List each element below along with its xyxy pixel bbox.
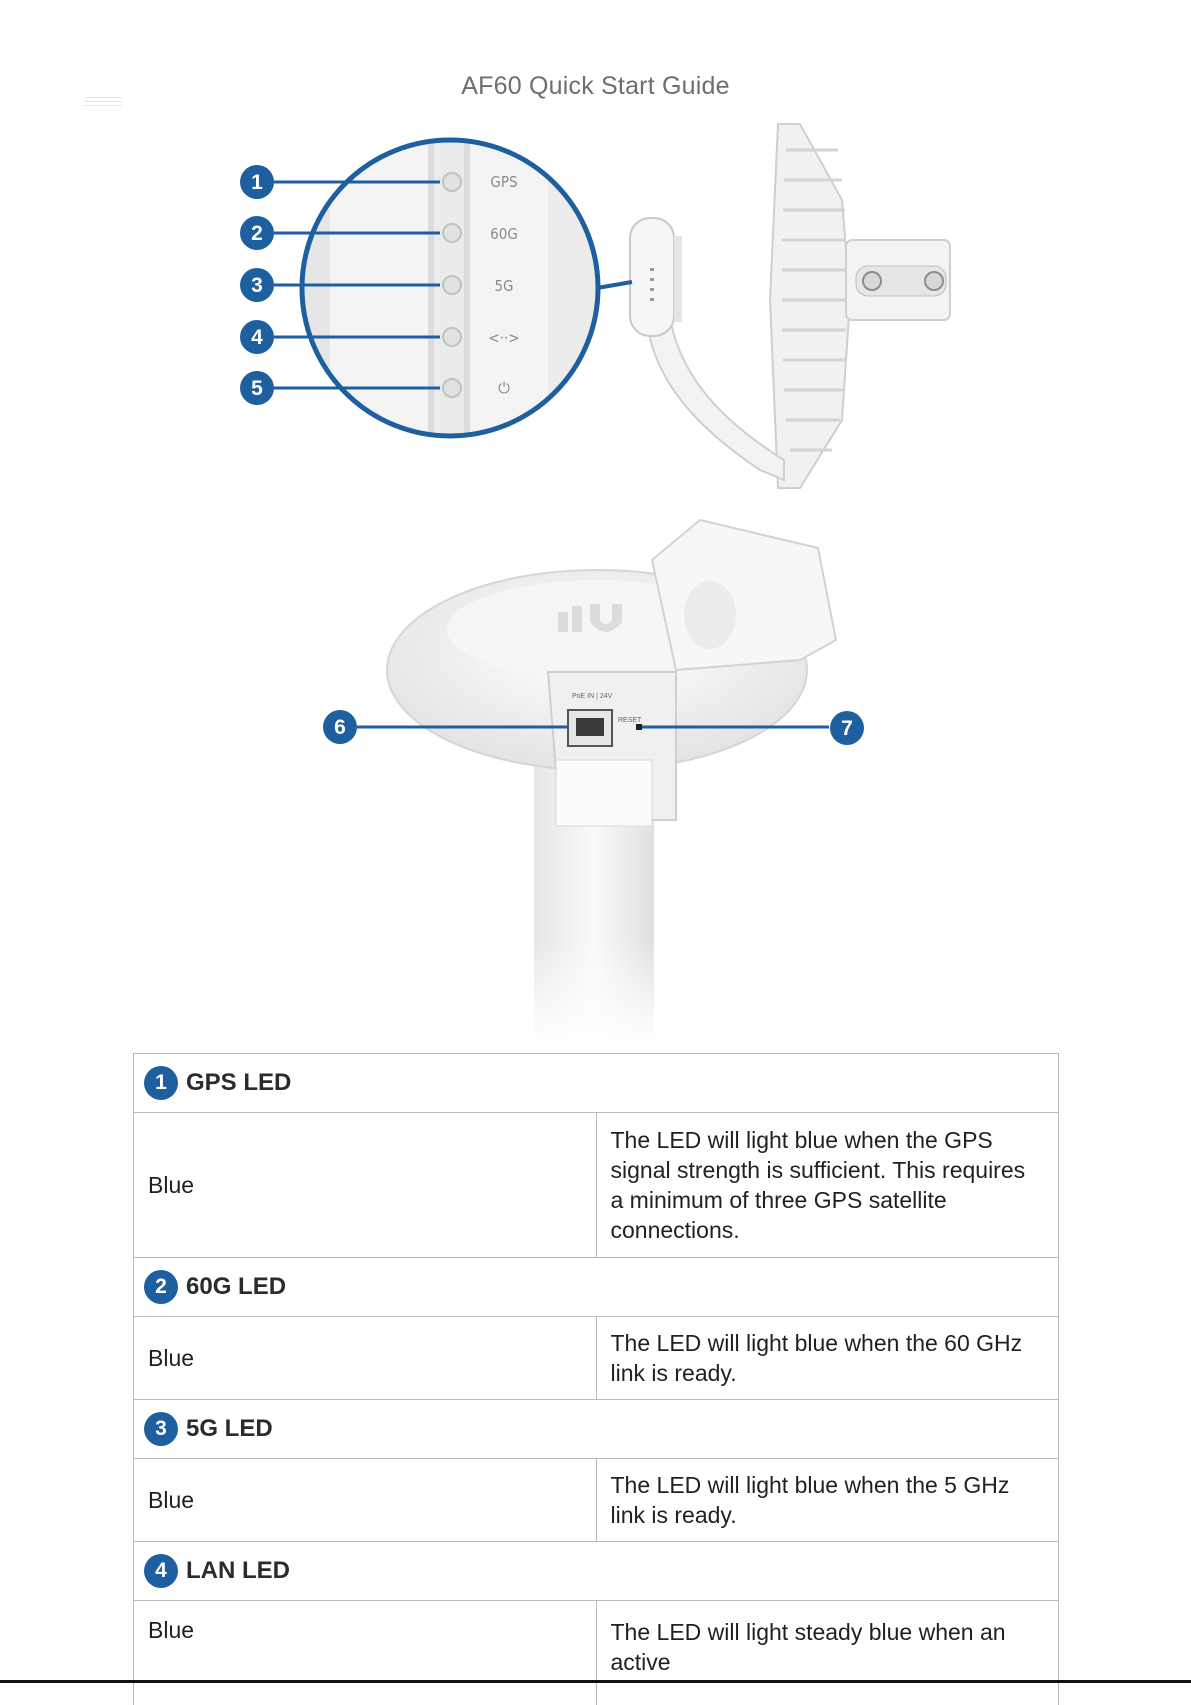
led-label-5g: 5G xyxy=(494,277,513,295)
table-section-header xyxy=(134,1542,1059,1601)
callout-3: 3 xyxy=(251,274,263,297)
power-icon: ⏻ xyxy=(498,379,510,397)
section-title: 60G LED xyxy=(186,1273,286,1301)
section-title: GPS LED xyxy=(186,1069,291,1097)
led-label-60g: 60G xyxy=(490,225,518,243)
led-color: Blue xyxy=(134,1601,597,1705)
table-row xyxy=(134,1113,1059,1258)
callout-6: 6 xyxy=(334,716,346,739)
led-behavior-table xyxy=(133,1053,1059,1705)
table-section-header xyxy=(134,1400,1059,1459)
led-description: The LED will light blue when the GPS signal strength is sufficient. This requires a minimum of three GPS satellite connections. xyxy=(596,1113,1059,1258)
number-badge: 4 xyxy=(144,1554,178,1588)
number-badge: 2 xyxy=(144,1270,178,1304)
page-title: AF60 Quick Start Guide xyxy=(0,72,1191,101)
callout-7: 7 xyxy=(841,717,853,740)
led-label-gps: GPS xyxy=(490,173,517,191)
callout-1: 1 xyxy=(251,171,263,194)
section-title: 5G LED xyxy=(186,1415,273,1443)
callout-2: 2 xyxy=(251,222,263,245)
led-description: The LED will light steady blue when an active xyxy=(596,1601,1059,1705)
led-color: Blue xyxy=(134,1317,597,1400)
led-color: Blue xyxy=(134,1113,597,1258)
table-row xyxy=(134,1601,1059,1705)
table-section-header xyxy=(134,1054,1059,1113)
number-badge: 1 xyxy=(144,1066,178,1100)
callout-4: 4 xyxy=(251,326,263,349)
led-description: The LED will light blue when the 60 GHz link is ready. xyxy=(596,1317,1059,1400)
section-title: LAN LED xyxy=(186,1557,290,1585)
led-description: The LED will light blue when the 5 GHz link is ready. xyxy=(596,1459,1059,1542)
table-row xyxy=(134,1317,1059,1400)
number-badge: 3 xyxy=(144,1412,178,1446)
callout-5: 5 xyxy=(251,377,263,400)
reset-label: RESET xyxy=(618,717,642,724)
device-rear-view xyxy=(387,520,836,1040)
lan-icon: <··> xyxy=(488,329,519,347)
table-row xyxy=(134,1459,1059,1542)
port-label: PoE IN | 24V xyxy=(572,693,613,700)
device-side-view xyxy=(630,124,950,488)
led-color: Blue xyxy=(134,1459,597,1542)
table-section-header xyxy=(134,1258,1059,1317)
page-bottom-rule xyxy=(0,1680,1191,1683)
